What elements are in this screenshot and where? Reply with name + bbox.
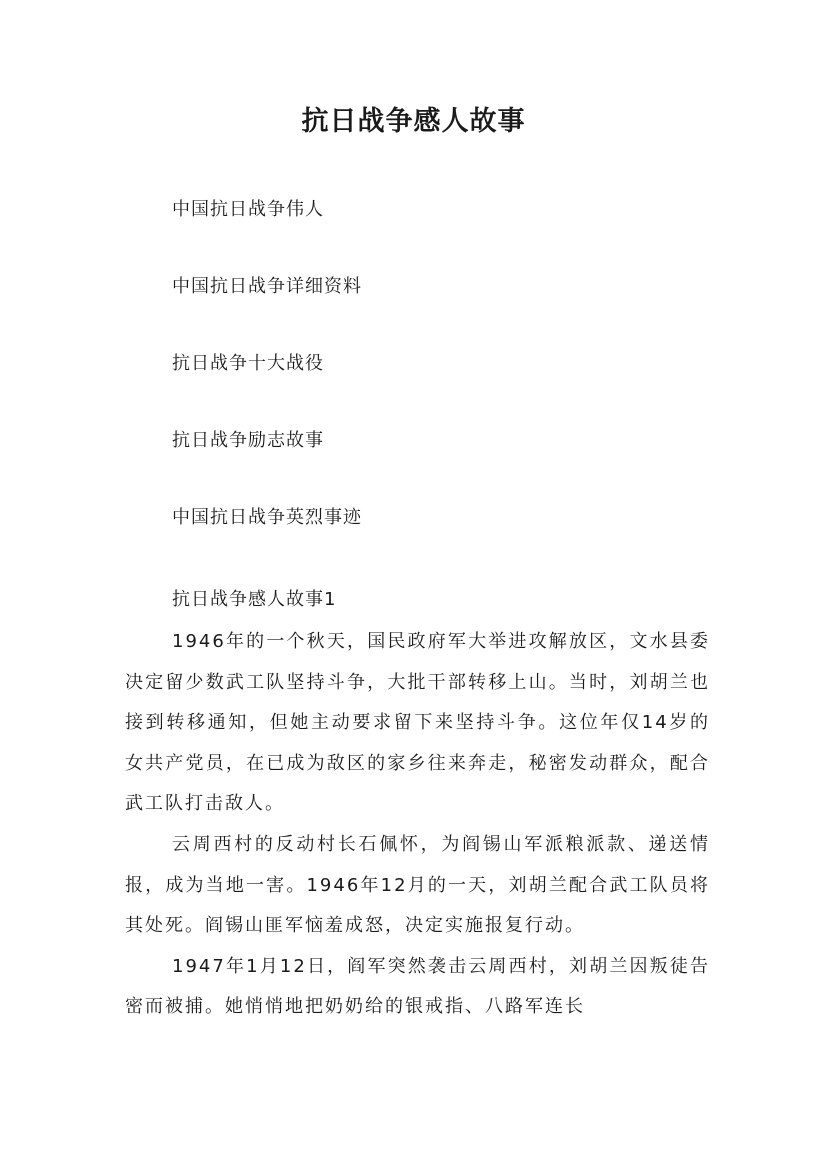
related-topic-item[interactable]: 抗日战争励志故事 xyxy=(172,430,324,451)
related-topic-item[interactable]: 中国抗日战争详细资料 xyxy=(172,276,362,297)
related-topics-list xyxy=(172,196,362,581)
related-topic-item[interactable]: 中国抗日战争英烈事迹 xyxy=(172,507,362,528)
story-paragraph: 1946年的一个秋天，国民政府军大举进攻解放区，文水县委决定留少数武工队坚持斗争，大批干部转移上山。当时，刘胡兰也接到转移通知，但她主动要求留下来坚持斗争。这位年仅14岁的女共产党员，在已成为敌区的家乡往来奔走，秘密发动群众，配合武工队打击敌人。 xyxy=(125,631,710,815)
story-paragraph: 云周西村的反动村长石佩怀，为阎锡山军派粮派款、递送情报，成为当地一害。1946年12月的一天，刘胡兰配合武工队员将其处死。阎锡山匪军恼羞成怒，决定实施报复行动。 xyxy=(125,833,710,937)
related-topic-item[interactable]: 中国抗日战争伟人 xyxy=(172,199,324,220)
related-topic-item[interactable]: 抗日战争十大战役 xyxy=(172,353,324,374)
story-heading: 抗日战争感人故事1 xyxy=(172,589,337,610)
document-title: 抗日战争感人故事 xyxy=(301,106,526,137)
story-body xyxy=(125,622,710,1028)
story-paragraph: 1947年1月12日，阎军突然袭击云周西村，刘胡兰因叛徒告密而被捕。她悄悄地把奶奶给的银戒指、八路军连长 xyxy=(125,955,710,1018)
